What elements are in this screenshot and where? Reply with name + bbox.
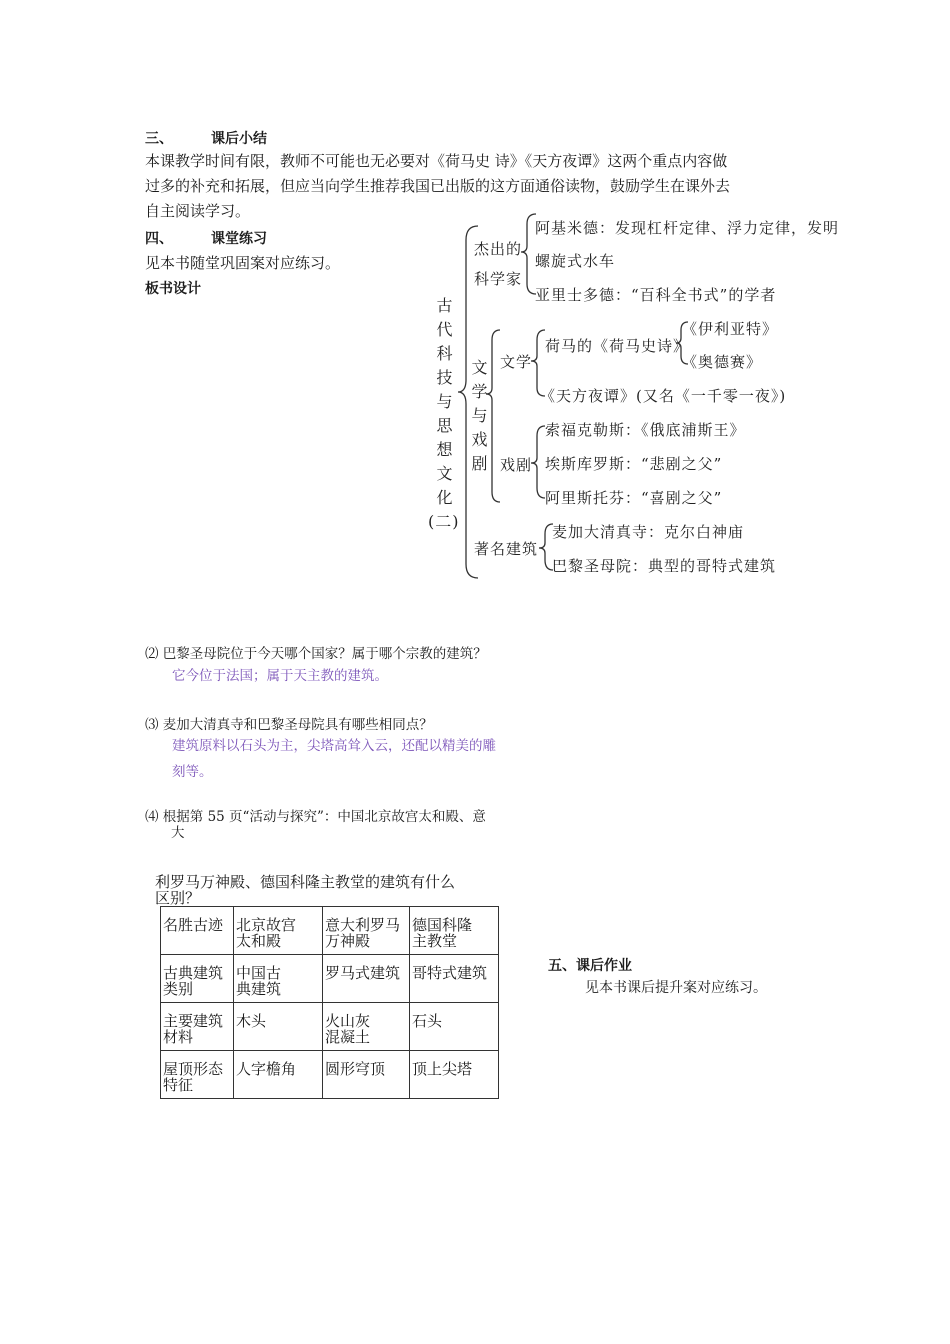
label-char: 剧 bbox=[471, 454, 489, 473]
section-title: 课后作业 bbox=[576, 958, 632, 974]
root-char: 化 bbox=[436, 488, 454, 507]
board-design-title: 板书设计 bbox=[145, 281, 201, 297]
cell-line: 类别 bbox=[163, 980, 194, 998]
table-row bbox=[161, 955, 499, 1003]
table-cell: 石头 bbox=[410, 1003, 499, 1051]
question-4 bbox=[145, 809, 486, 841]
root-char: 思 bbox=[436, 416, 454, 435]
table-cell: 罗马式建筑 bbox=[323, 955, 410, 1003]
section-homework-heading bbox=[548, 955, 632, 975]
intro-line: 区别？ bbox=[155, 889, 201, 907]
cell-line: 火山灰 bbox=[325, 1012, 371, 1030]
question-line: 大 bbox=[171, 825, 185, 841]
answer-3 bbox=[172, 733, 496, 785]
homework-text: 见本书课后提升案对应练习。 bbox=[585, 980, 767, 996]
scientist-item: 亚里士多德：“百科全书式”的学者 bbox=[535, 286, 777, 304]
label-char: 文 bbox=[471, 358, 489, 377]
cell-line: 材料 bbox=[163, 1028, 194, 1046]
board-diagram bbox=[0, 0, 950, 600]
table-cell bbox=[410, 907, 499, 955]
homer-epic: 荷马的《荷马史诗》 bbox=[545, 337, 690, 355]
summary-line: 自主阅读学习。 bbox=[145, 202, 251, 220]
root-char: 技 bbox=[436, 368, 454, 387]
summary-line: 过多的补充和拓展，但应当向学生推荐我国已出版的这方面通俗读物，鼓励学生在课外去 bbox=[145, 177, 731, 195]
root-char: 代 bbox=[436, 320, 454, 339]
drama-item: 索福克勒斯：《俄底浦斯王》 bbox=[545, 421, 746, 439]
summary-line: 本课教学时间有限，教师不可能也无必要对《荷马史 诗》《天方夜谭》这两个重点内容做 bbox=[145, 152, 728, 170]
table-cell: 名胜古迹 bbox=[161, 907, 234, 955]
table-cell bbox=[323, 1003, 410, 1051]
question-3: ⑶ 麦加大清真寺和巴黎圣母院具有哪些相同点？ bbox=[145, 717, 433, 733]
root-char: 科 bbox=[436, 344, 454, 363]
architecture-item: 麦加大清真寺：克尔白神庙 bbox=[552, 523, 745, 541]
arabian-nights: 《天方夜谭》(又名《一千零一夜》) bbox=[540, 387, 787, 405]
cell-line: 典建筑 bbox=[236, 980, 282, 998]
table-cell bbox=[161, 1051, 234, 1099]
table-row bbox=[161, 1051, 499, 1099]
practice-text: 见本书随堂巩固案对应练习。 bbox=[145, 254, 341, 272]
root-char: (二) bbox=[428, 512, 460, 531]
intro-line: 利罗马万神殿、德国科隆主教堂的建筑有什么 bbox=[155, 873, 456, 891]
label-line: 科学家 bbox=[474, 270, 523, 288]
scientist-item: 螺旋式水车 bbox=[535, 252, 616, 270]
table-cell bbox=[323, 907, 410, 955]
drama-label: 戏剧 bbox=[500, 456, 533, 474]
table-row bbox=[161, 1003, 499, 1051]
cell-line: 北京故宫 bbox=[236, 916, 297, 934]
cell-line: 德国科隆 bbox=[412, 916, 473, 934]
answer-line: 刻等。 bbox=[172, 764, 213, 780]
cell-line: 古典建筑 bbox=[163, 964, 224, 982]
drama-item: 埃斯库罗斯：“悲剧之父” bbox=[545, 455, 723, 473]
label-char: 戏 bbox=[471, 430, 489, 449]
section-number: 三、 bbox=[145, 131, 173, 147]
table-cell: 木头 bbox=[234, 1003, 323, 1051]
table-cell bbox=[161, 955, 234, 1003]
cell-line: 万神殿 bbox=[325, 932, 371, 950]
cell-line: 屋顶形态 bbox=[163, 1060, 224, 1078]
label-line: 杰出的 bbox=[474, 240, 523, 258]
table-cell bbox=[234, 907, 323, 955]
section-number: 五、 bbox=[548, 958, 576, 974]
cell-line: 主要建筑 bbox=[163, 1012, 224, 1030]
literature-drama-label bbox=[471, 356, 489, 476]
answer-line: 建筑原料以石头为主，尖塔高耸入云，还配以精美的雕 bbox=[172, 738, 496, 754]
root-char: 文 bbox=[436, 464, 454, 483]
table-cell bbox=[161, 1003, 234, 1051]
cell-line: 主教堂 bbox=[412, 932, 458, 950]
root-char: 想 bbox=[436, 440, 454, 459]
architecture-item: 巴黎圣母院：典型的哥特式建筑 bbox=[552, 557, 777, 575]
bracket-lines bbox=[0, 0, 950, 600]
cell-line: 中国古 bbox=[236, 964, 282, 982]
architecture-comparison-table bbox=[160, 906, 499, 1099]
table-intro bbox=[155, 874, 455, 906]
scientists-label bbox=[474, 234, 522, 294]
section-number: 四、 bbox=[145, 231, 173, 247]
label-char: 与 bbox=[471, 406, 489, 425]
cell-line: 意大利罗马 bbox=[325, 916, 401, 934]
cell-line: 太和殿 bbox=[236, 932, 282, 950]
section-title: 课堂练习 bbox=[211, 231, 267, 247]
question-2: ⑵ 巴黎圣母院位于今天哪个国家？属于哪个宗教的建筑？ bbox=[145, 646, 487, 662]
table-cell: 人字檐角 bbox=[234, 1051, 323, 1099]
question-line: ⑷ 根据第 55 页“活动与探究”：中国北京故宫太和殿、意 bbox=[145, 809, 486, 825]
cell-line: 混凝土 bbox=[325, 1028, 371, 1046]
table-cell bbox=[234, 955, 323, 1003]
table-cell: 哥特式建筑 bbox=[410, 955, 499, 1003]
label-char: 学 bbox=[471, 382, 489, 401]
scientist-item: 阿基米德：发现杠杆定律、浮力定律，发明 bbox=[535, 219, 840, 237]
table-cell: 圆形穹顶 bbox=[323, 1051, 410, 1099]
epic-title: 《奥德赛》 bbox=[682, 353, 763, 371]
section-title: 课后小结 bbox=[211, 131, 267, 147]
literature-label: 文学 bbox=[500, 353, 533, 371]
root-char: 与 bbox=[436, 392, 454, 411]
architecture-label: 著名建筑 bbox=[474, 540, 539, 558]
board-root-title bbox=[428, 294, 460, 534]
table-row bbox=[161, 907, 499, 955]
drama-item: 阿里斯托芬：“喜剧之父” bbox=[545, 489, 723, 507]
answer-2: 它今位于法国；属于天主教的建筑。 bbox=[172, 668, 388, 684]
cell-line: 特征 bbox=[163, 1076, 194, 1094]
root-char: 古 bbox=[436, 296, 454, 315]
table-cell: 顶上尖塔 bbox=[410, 1051, 499, 1099]
epic-title: 《伊利亚特》 bbox=[682, 320, 779, 338]
